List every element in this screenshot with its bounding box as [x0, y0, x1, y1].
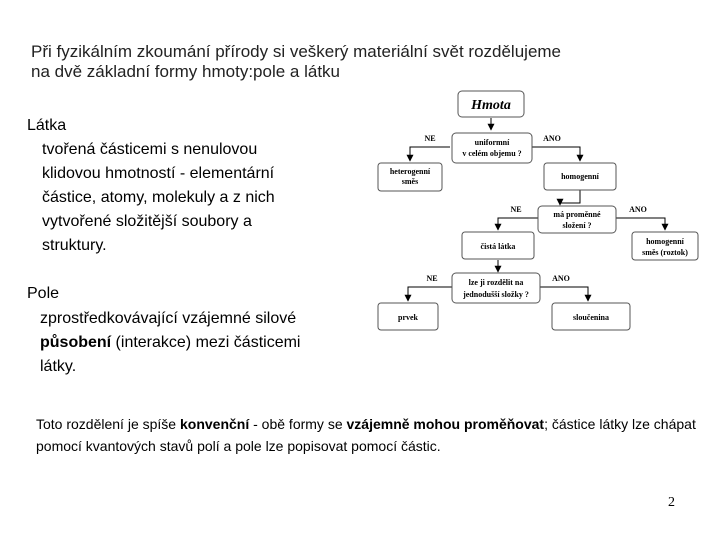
- label-compound: sloučenina: [572, 313, 610, 322]
- connector-arrow: [410, 147, 450, 161]
- connector-arrow: [532, 147, 580, 161]
- title-line-1: Při fyzikálním zkoumání přírody si veškerý materiální svět rozdělujeme: [31, 42, 562, 61]
- latka-line: klidovou hmotností - elementární: [42, 165, 275, 182]
- pole-line-rest: (interakce) mezi částicemi: [111, 334, 301, 351]
- pole-line: látky.: [40, 358, 77, 375]
- label-homogeneous: homogenní: [561, 172, 599, 181]
- label-heterogeneous-line1: heterogenní: [389, 167, 431, 176]
- label-q2-line2: složení ?: [562, 221, 592, 230]
- label-q1-line2: v celém objemu ?: [462, 149, 522, 158]
- page-number: 2: [668, 495, 675, 510]
- label-no-2: NE: [510, 205, 522, 214]
- label-yes-1: ANO: [543, 134, 561, 143]
- note-text: Toto rozdělení je spíše: [36, 416, 180, 432]
- label-homogeneous-mix-line1: homogenní: [646, 237, 684, 246]
- latka-heading: Látka: [27, 117, 67, 134]
- connector-arrow: [498, 218, 540, 230]
- label-q3-line2: jednodušší složky ?: [463, 290, 529, 299]
- label-element: prvek: [398, 313, 418, 322]
- label-pure-substance: čistá látka: [480, 242, 516, 251]
- label-yes-3: ANO: [552, 274, 570, 283]
- connector-arrow: [560, 190, 580, 205]
- label-q3-line1: lze ji rozdělit na: [468, 278, 524, 287]
- label-q2-line1: má proměnné: [553, 210, 601, 219]
- label-yes-2: ANO: [629, 205, 647, 214]
- label-q1-line1: uniformní: [474, 138, 510, 147]
- label-hmota: Hmota: [471, 98, 511, 113]
- label-homogeneous-mix-line2: směs (roztok): [642, 248, 688, 257]
- label-heterogeneous-line2: směs: [401, 177, 419, 186]
- note-bold-conventional: konvenční: [179, 416, 250, 432]
- note-paragraph: [36, 413, 696, 457]
- note-text: - obě formy se: [249, 416, 347, 432]
- connector-arrow: [540, 287, 588, 301]
- latka-line: tvořená částicemi s nenulovou: [42, 141, 258, 158]
- connector-arrow: [615, 218, 665, 230]
- latka-line: struktury.: [42, 237, 107, 254]
- pole-heading: Pole: [27, 285, 60, 302]
- pole-line: zprostředkovávající vzájemné silové: [40, 310, 297, 327]
- pole-bold-term: působení: [40, 334, 112, 351]
- latka-line: částice, atomy, molekuly a z nich: [42, 189, 275, 206]
- connector-arrow: [408, 287, 452, 301]
- label-no-3: NE: [426, 274, 438, 283]
- title-line-2: na dvě základní formy hmoty:pole a látku: [31, 62, 340, 81]
- note-bold-transform: vzájemně mohou proměňovat: [346, 416, 545, 432]
- latka-line: vytvořené složitější soubory a: [42, 213, 252, 230]
- note-text: ; částice látky lze chápat pomocí kvantových stavů polí a pole lze popisovat pomocí částic.: [36, 416, 696, 454]
- label-no-1: NE: [424, 134, 436, 143]
